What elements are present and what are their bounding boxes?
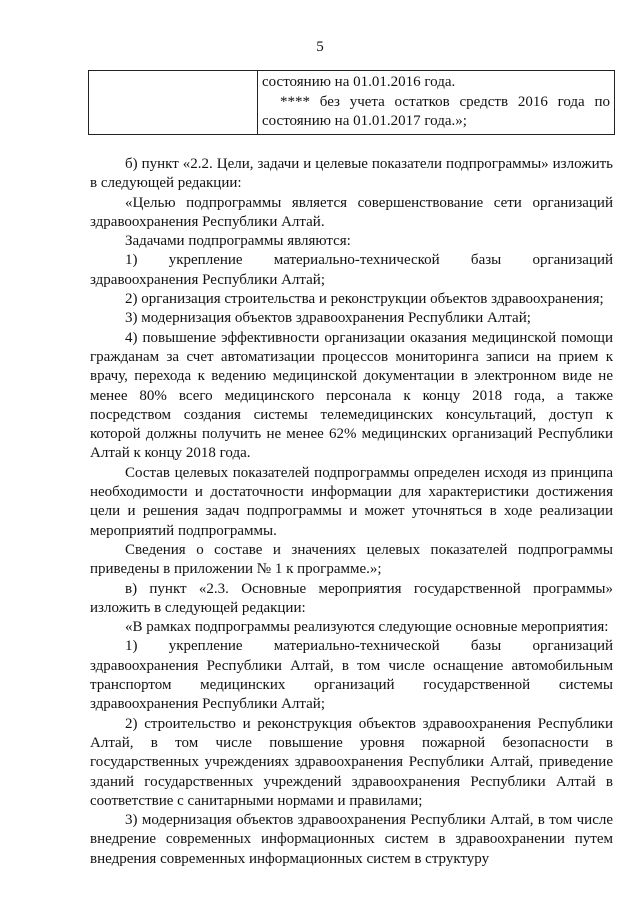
document-body bbox=[90, 155, 613, 869]
paragraph-goal: «Целью подпрограммы является совершенствование сети организаций здравоохранения Республики Алтай. bbox=[90, 194, 613, 230]
table-empty-cell bbox=[89, 71, 258, 135]
paragraph-measure-1: 1) укрепление материально-технической базы организаций здравоохранения Республики Алтай, в том числе оснащение автомобильным транспортом медицинских организаций государственной системы здравоохранения Республики Алтай; bbox=[90, 638, 613, 713]
paragraph-measure-2: 2) строительство и реконструкция объектов здравоохранения Республики Алтай, в том числе повышение уровня пожарной безопасности в государственных учреждениях здравоохранения Республики Алтай, приведение зданий государственных учреждений здравоохранения Республики Алтай в соответствие с санитарными нормами и правилами; bbox=[90, 715, 613, 809]
table-row bbox=[89, 71, 615, 135]
paragraph-task-2: 2) организация строительства и реконструкции объектов здравоохранения; bbox=[125, 291, 604, 308]
paragraph-indicators-annex: Сведения о составе и значениях целевых показателей подпрограммы приведены в приложении № 1 к программе.»; bbox=[90, 541, 613, 578]
paragraph-item-v: в) пункт «2.3. Основные мероприятия государственной программы» изложить в следующей редакции: bbox=[90, 580, 613, 616]
paragraph-task-1: 1) укрепление материально-технической базы организаций здравоохранения Республики Алтай; bbox=[90, 252, 613, 288]
paragraph-task-4: 4) повышение эффективности организации оказания медицинской помощи гражданам за счет автоматизации процессов мониторинга записи на прием к врачу, перехода к ведению медицинской документации в электронном виде не менее 80% всего медицинского персонала к концу 2018 года, а также посредством создания системы телемедицинских консультаций, доступ к которой должны получить не менее 62% медицинских организаций Республики Алтай к концу 2018 года. bbox=[90, 329, 613, 462]
paragraph-indicators: Состав целевых показателей подпрограммы определен исходя из принципа необходимости и достаточности информации для характеристики достижения цели и решения задач подпрограммы и может уточняться в ходе реализации мероприятий подпрограммы. bbox=[90, 464, 613, 539]
continuation-table bbox=[88, 70, 615, 135]
paragraph-task-3: 3) модернизация объектов здравоохранения Республики Алтай; bbox=[125, 310, 531, 327]
table-line-1: состоянию на 01.01.2016 года. bbox=[262, 74, 456, 90]
page-number: 5 bbox=[316, 39, 324, 55]
paragraph-measure-3: 3) модернизация объектов здравоохранения Республики Алтай, в том числе внедрение современных информационных систем в здравоохранении путем внедрения современных информационных систем в структуру bbox=[90, 812, 613, 867]
table-line-2: **** без учета остатков средств 2016 года по состоянию на 01.01.2017 года.»; bbox=[262, 93, 610, 129]
paragraph-item-b: б) пункт «2.2. Цели, задачи и целевые показатели подпрограммы» изложить в следующей редакции: bbox=[90, 156, 613, 192]
paragraph-tasks-heading: Задачами подпрограммы являются: bbox=[125, 233, 351, 250]
table-text-cell bbox=[258, 71, 615, 135]
paragraph-measures-intro: «В рамках подпрограммы реализуются следующие основные мероприятия: bbox=[125, 619, 609, 636]
